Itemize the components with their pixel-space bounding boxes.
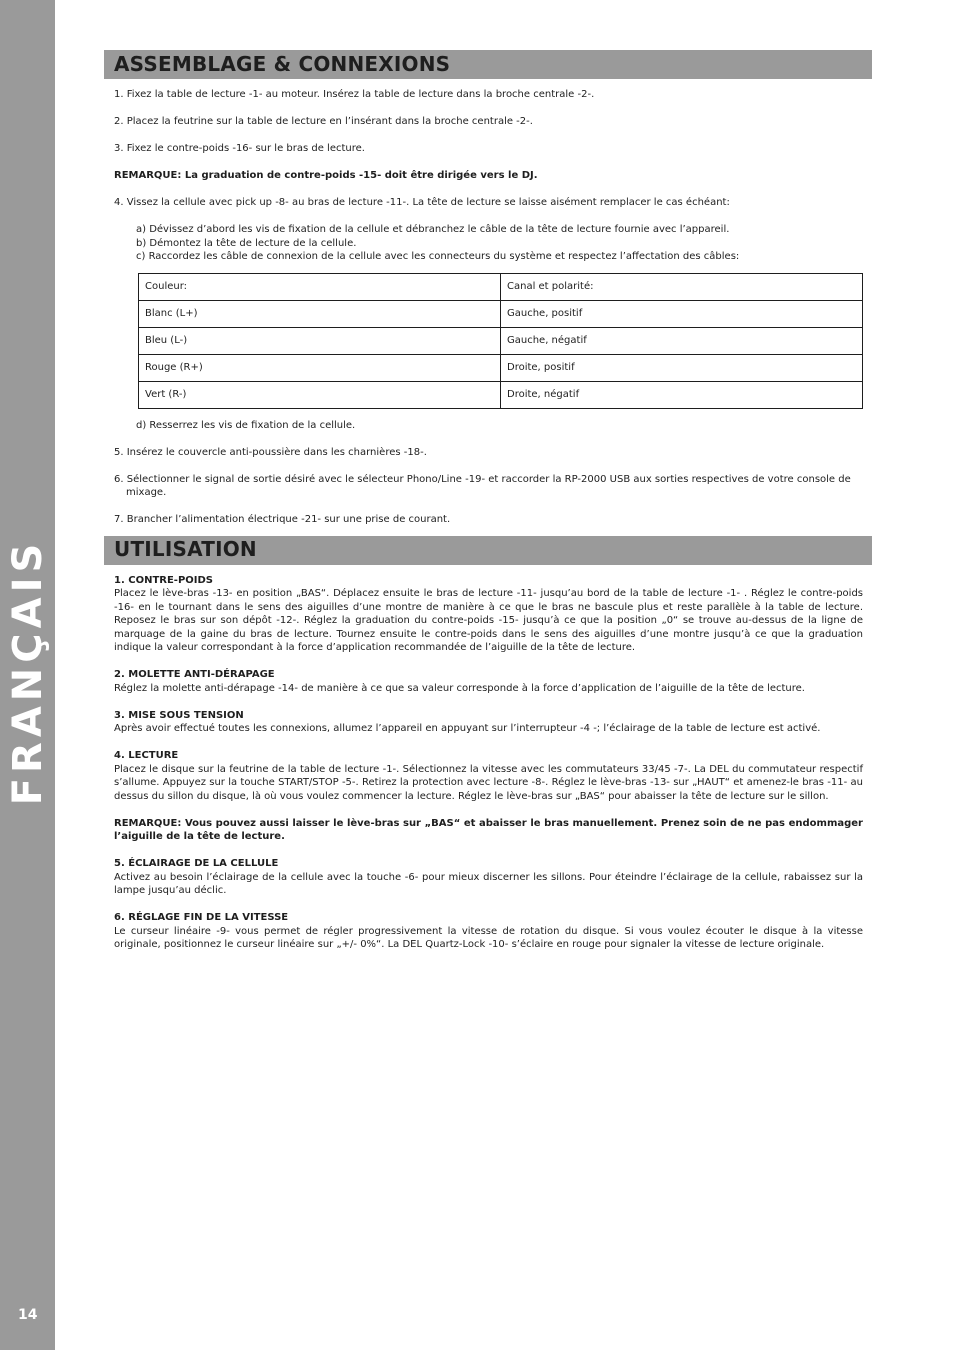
- table-cell: Gauche, positif: [501, 300, 863, 327]
- usage-text-cartridge-light: Activez au besoin l’éclairage de la cellule avec la touche -6- pour mieux discerner les sillons. Pour éteindre l’éclairage de la cellule, rabaissez sur la lampe jusqu’au déclic.: [114, 871, 863, 896]
- assembly-step-2: 2. Placez la feutrine sur la table de lecture en l’insérant dans la broche centrale -2-.: [114, 116, 533, 127]
- table-cell: Droite, positif: [501, 354, 863, 381]
- usage-body: [104, 565, 872, 952]
- assembly-step-4a: a) Dévissez d’abord les vis de fixation de la cellule et débranchez le câble de la tête de lecture fournie avec l’appareil.: [136, 224, 730, 235]
- assembly-step-7: 7. Brancher l’alimentation électrique -21- sur une prise de courant.: [114, 514, 451, 525]
- table-cell: Gauche, négatif: [501, 327, 863, 354]
- table-header-cell: Couleur:: [139, 273, 501, 300]
- page-number: 14: [18, 1307, 38, 1323]
- table-header-row: [139, 273, 863, 300]
- language-label: FRANÇAIS: [5, 538, 51, 806]
- assembly-step-4c: c) Raccordez les câble de connexion de la cellule avec les connecteurs du système et respectez l’affectation des câbles:: [136, 251, 740, 262]
- usage-text-playback: Placez le disque sur la feutrine de la table de lecture -1-. Sélectionnez la vitesse avec les commutateurs 33/45 -7-. La DEL du commutateur respectif s’allume. Appuyez sur la touche START/STOP -5-. Retirez la protection avec lecture -8-. Réglez le lève-bras -13- sur „HAUT“ et amenez-le bras -11- au dessus du sillon du disque, là où vous voulez commencer la lecture. Réglez le lève-bras sur „BAS“ pour abaisser la tête de lecture sur le sillon.: [114, 763, 863, 802]
- table-cell: Blanc (L+): [139, 300, 501, 327]
- usage-text-antiskating: Réglez la molette anti-dérapage -14- de manière à ce que sa valeur corresponde à la force d’application de l’aiguille de la tête de lecture.: [114, 682, 805, 694]
- table-cell: Rouge (R+): [139, 354, 501, 381]
- assembly-title: ASSEMBLAGE & CONNEXIONS: [114, 51, 451, 76]
- table-cell: Droite, négatif: [501, 381, 863, 408]
- assembly-step-5: 5. Insérez le couvercle anti-poussière dans les charnières -18-.: [114, 446, 427, 458]
- usage-section-header: [104, 536, 872, 565]
- assembly-section-header: [104, 50, 872, 79]
- assembly-step-1: 1. Fixez la table de lecture -1- au moteur. Insérez la table de lecture dans la broche centrale -2-.: [114, 89, 595, 100]
- assembly-step-4: 4. Vissez la cellule avec pick up -8- au bras de lecture -11-. La tête de lecture se laisse aisément remplacer le cas échéant:: [114, 197, 730, 208]
- table-row: [139, 327, 863, 354]
- usage-text-power: Après avoir effectué toutes les connexions, allumez l’appareil en appuyant sur l’interrupteur -4 -; l’éclairage de la table de lecture est activé.: [114, 723, 821, 734]
- usage-heading-antiskating: 2. MOLETTE ANTI-DÉRAPAGE: [114, 669, 275, 680]
- assembly-step-4b: b) Démontez la tête de lecture de la cellule.: [136, 237, 357, 249]
- usage-heading-power: 3. MISE SOUS TENSION: [114, 709, 244, 721]
- table-row: [139, 354, 863, 381]
- usage-heading-pitch: 6. RÉGLAGE FIN DE LA VITESSE: [114, 912, 289, 923]
- assembly-step-4d: d) Resserrez les vis de fixation de la cellule.: [136, 419, 356, 431]
- table-cell: Vert (R-): [139, 381, 501, 408]
- table-row: [139, 381, 863, 408]
- usage-heading-playback: 4. LECTURE: [114, 750, 179, 761]
- language-sidebar: [0, 0, 55, 1350]
- assembly-step-6: 6. Sélectionner le signal de sortie désiré avec le sélecteur Phono/Line -19- et raccorder la RP-2000 USB aux sorties respectives de votre console de mixage.: [114, 473, 851, 498]
- assembly-body: [104, 79, 872, 527]
- usage-remark: REMARQUE: Vous pouvez aussi laisser le lève-bras sur „BAS“ et abaisser le bras manuellement. Prenez soin de ne pas endommager l’aiguille de la tête de lecture.: [114, 817, 863, 842]
- table-header-cell: Canal et polarité:: [501, 273, 863, 300]
- usage-text-pitch: Le curseur linéaire -9- vous permet de régler progressivement la vitesse de rotation du disque. Si vous voulez écouter le disque à la vitesse originale, positionnez le curseur linéaire sur „+/- 0%“. La DEL Quartz-Lock -10- s’éclaire en rouge pour signaler la vitesse de lecture originale.: [114, 925, 863, 950]
- cable-color-table: [138, 273, 863, 409]
- usage-text-counterweight: Placez le lève-bras -13- en position „BAS“. Déplacez ensuite le bras de lecture -11- jusqu’au bord de la table de lecture -1- . Réglez le contre-poids -16- en le tournant dans le sens des aiguilles d’une montre de manière à ce que le bras ne bascule plus et reste parallèle à la table de lecture. Reposez le bras sur son dépôt -12-. Réglez la graduation du contre-poids -15- jusqu’à ce que la position „0“ se trouve au-dessus de la ligne de marquage de la gaine du bras de lecture. Tournez ensuite le contre-poids dans le sens des aiguilles d’une montre jusqu’à ce que la graduation indique la valeur correspondant à la force d’application recommandée de l’aiguille de la tête de lecture.: [114, 588, 863, 653]
- assembly-remark: REMARQUE: La graduation de contre-poids -15- doit être dirigée vers le DJ.: [114, 170, 538, 181]
- usage-heading-counterweight: 1. CONTRE-POIDS: [114, 574, 214, 586]
- table-row: [139, 300, 863, 327]
- usage-title: UTILISATION: [114, 537, 257, 562]
- table-cell: Bleu (L-): [139, 327, 501, 354]
- page-content: [104, 50, 872, 952]
- assembly-step-3: 3. Fixez le contre-poids -16- sur le bras de lecture.: [114, 143, 365, 154]
- usage-heading-cartridge-light: 5. ÉCLAIRAGE DE LA CELLULE: [114, 858, 279, 869]
